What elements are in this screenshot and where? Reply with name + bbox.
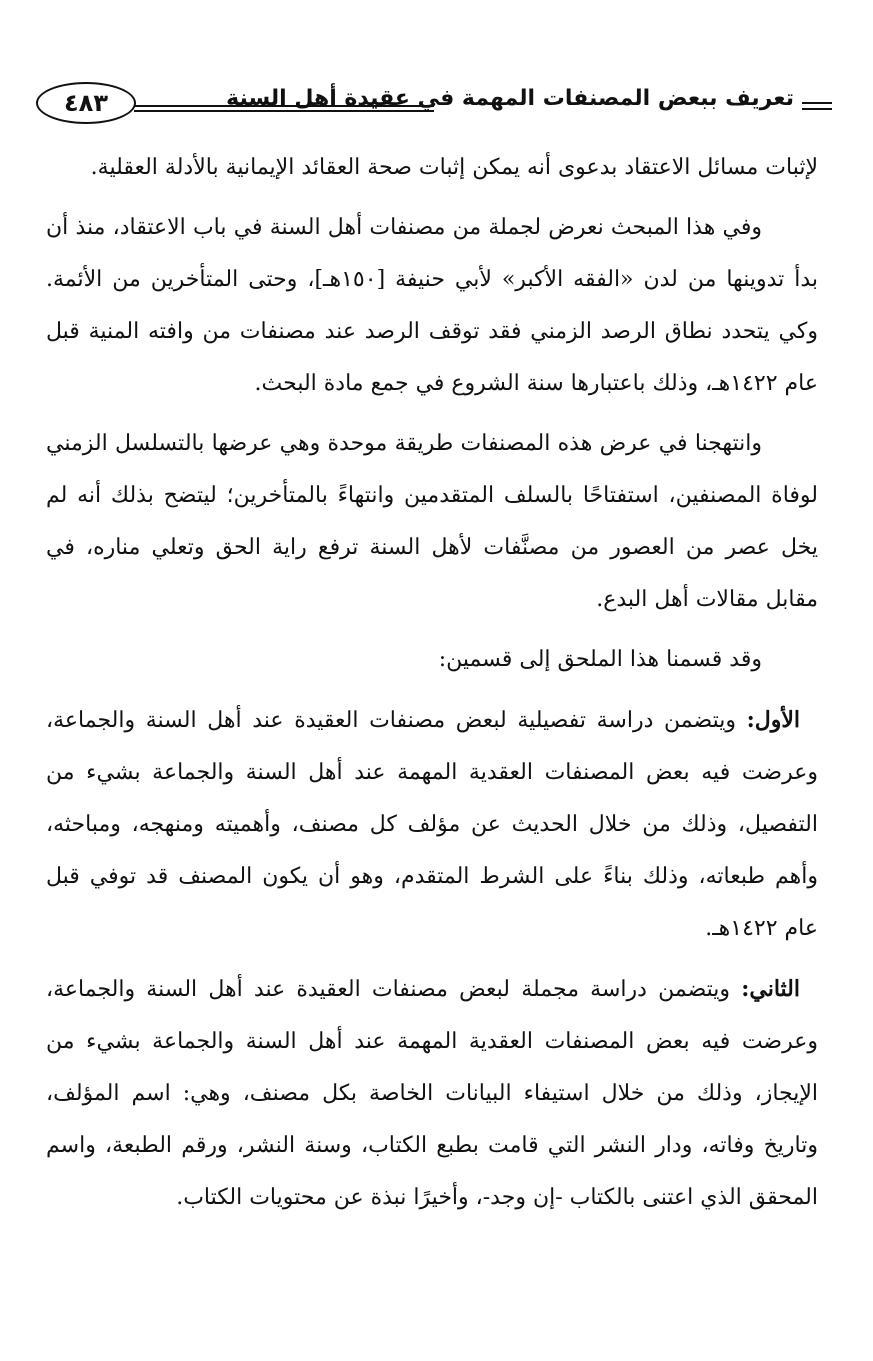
page-body [46,142,818,1232]
header-dash [802,108,832,110]
paragraph-6-text: ويتضمن دراسة مجملة لبعض مصنفات العقيدة عند أهل السنة والجماعة، وعرضت فيه بعض المصنفات العقدية المهمة عند أهل السنة والجماعة بشيء من الإيجاز، وذلك من خلال استيفاء البيانات الخاصة بكل مصنف، وهي: اسم المؤلف، وتاريخ وفاته، ودار النشر التي قامت بطبع الكتاب، وسنة النشر، ورقم الطبعة، واسم المحقق الذي اعتنى بالكتاب -إن وجد-، وأخيرًا نبذة عن محتويات الكتاب. [46,977,819,1210]
running-header [36,82,832,128]
paragraph-4: وقد قسمنا هذا الملحق إلى قسمين: [438,647,762,672]
paragraph-2: وفي هذا المبحث نعرض لجملة من مصنفات أهل السنة في باب الاعتقاد، منذ أن بدأ تدوينها من لدن «الفقه الأكبر» لأبي حنيفة [١٥٠هـ]، وحتى المتأخرين من الأئمة. وكي يتحدد نطاق الرصد الزمني فقد توقف الرصد عند مصنفات من وافته المنية قبل عام ١٤٢٢هـ، وذلك باعتبارها سنة الشروع في جمع مادة البحث. [46,215,818,396]
paragraph-1: لإثبات مسائل الاعتقاد بدعوى أنه يمكن إثبات صحة العقائد الإيمانية بالأدلة العقلية. [90,155,818,180]
paragraph-6 [46,963,818,1224]
section-label-second: الثاني: [741,976,800,1002]
header-title: تعريف ببعض المصنفات المهمة في عقيدة أهل السنة [226,86,794,111]
page-number: ٤٨٣ [36,82,136,124]
paragraph-3: وانتهجنا في عرض هذه المصنفات طريقة موحدة وهي عرضها بالتسلسل الزمني لوفاة المصنفين، استفتاحًا بالسلف المتقدمين وانتهاءً بالمتأخرين؛ ليتضح بذلك أنه لم يخل عصر من العصور من مصنَّفات لأهل السنة ترفع راية الحق وتعلي مناره، في مقابل مقالات أهل البدع. [46,431,818,612]
section-label-first: الأول: [746,707,800,733]
paragraph-5-text: ويتضمن دراسة تفصيلية لبعض مصنفات العقيدة عند أهل السنة والجماعة، وعرضت فيه بعض المصنفات العقدية المهمة عند أهل السنة والجماعة بشيء من التفصيل، وذلك من خلال الحديث عن مؤلف كل مصنف، وأهميته ومنهجه، ومباحثه، وأهم طبعاته، وذلك بناءً على الشرط المتقدم، وهو أن يكون المصنف قد توفي قبل عام ١٤٢٢هـ. [46,708,818,941]
paragraph-5 [46,694,818,955]
header-dash [802,102,832,104]
